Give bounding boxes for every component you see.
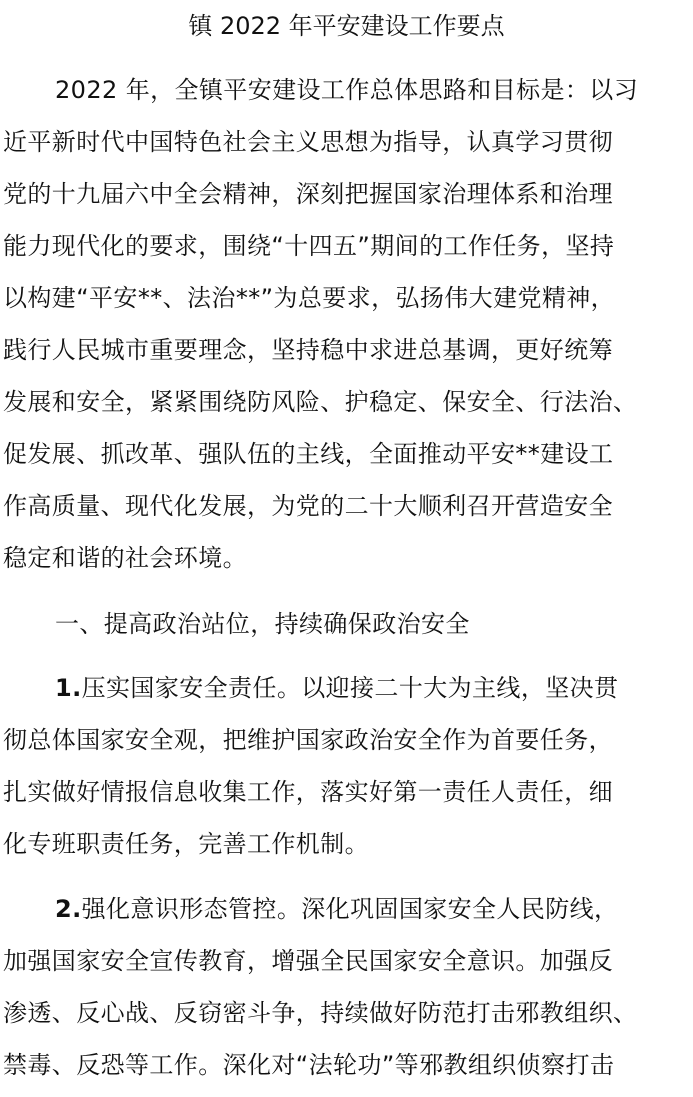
- item-text: 强化意识形态管控。深化巩固国家安全人民防线，: [81, 895, 619, 923]
- item-1-line: 化专班职责任务，完善工作机制。: [3, 830, 369, 858]
- intro-line: 以构建“平安**、法治**”为总要求，弘扬伟大建党精神，: [3, 284, 616, 312]
- intro-line: 党的十九届六中全会精神，深刻把握国家治理体系和治理: [3, 180, 613, 208]
- item-number: 2.: [55, 895, 82, 923]
- intro-line: 2022 年，全镇平安建设工作总体思路和目标是：以习: [55, 76, 639, 104]
- intro-line: 稳定和谐的社会环境。: [3, 544, 247, 572]
- intro-line: 发展和安全，紧紧围绕防风险、护稳定、保安全、行法治、: [3, 388, 638, 416]
- item-1-line: 扎实做好情报信息收集工作，落实好第一责任人责任，细: [3, 778, 613, 806]
- intro-line: 促发展、抓改革、强队伍的主线，全面推动平安**建设工: [3, 440, 614, 468]
- item-1-first-line: [55, 672, 618, 704]
- intro-line: 作高质量、现代化发展，为党的二十大顺利召开营造安全: [3, 492, 613, 520]
- item-2-line: 加强国家安全宣传教育，增强全民国家安全意识。加强反: [3, 947, 613, 975]
- item-2-line: 渗透、反心战、反窃密斗争，持续做好防范打击邪教组织、: [3, 999, 638, 1027]
- item-1-line: 彻总体国家安全观，把维护国家政治安全作为首要任务，: [3, 726, 613, 754]
- item-2-first-line: [55, 893, 618, 925]
- item-number: 1.: [55, 674, 82, 702]
- item-2-line: 禁毒、反恐等工作。深化对“法轮功”等邪教组织侦察打击: [3, 1051, 615, 1079]
- item-text: 压实国家安全责任。以迎接二十大为主线，坚决贯: [81, 674, 619, 702]
- intro-line: 践行人民城市重要理念，坚持稳中求进总基调，更好统筹: [3, 336, 613, 364]
- intro-line: 能力现代化的要求，围绕“十四五”期间的工作任务，坚持: [3, 232, 615, 260]
- intro-line: 近平新时代中国特色社会主义思想为指导，认真学习贯彻: [3, 128, 613, 156]
- document-title: 镇 2022 年平安建设工作要点: [188, 12, 505, 40]
- section-heading: 一、提高政治站位，持续确保政治安全: [55, 610, 470, 638]
